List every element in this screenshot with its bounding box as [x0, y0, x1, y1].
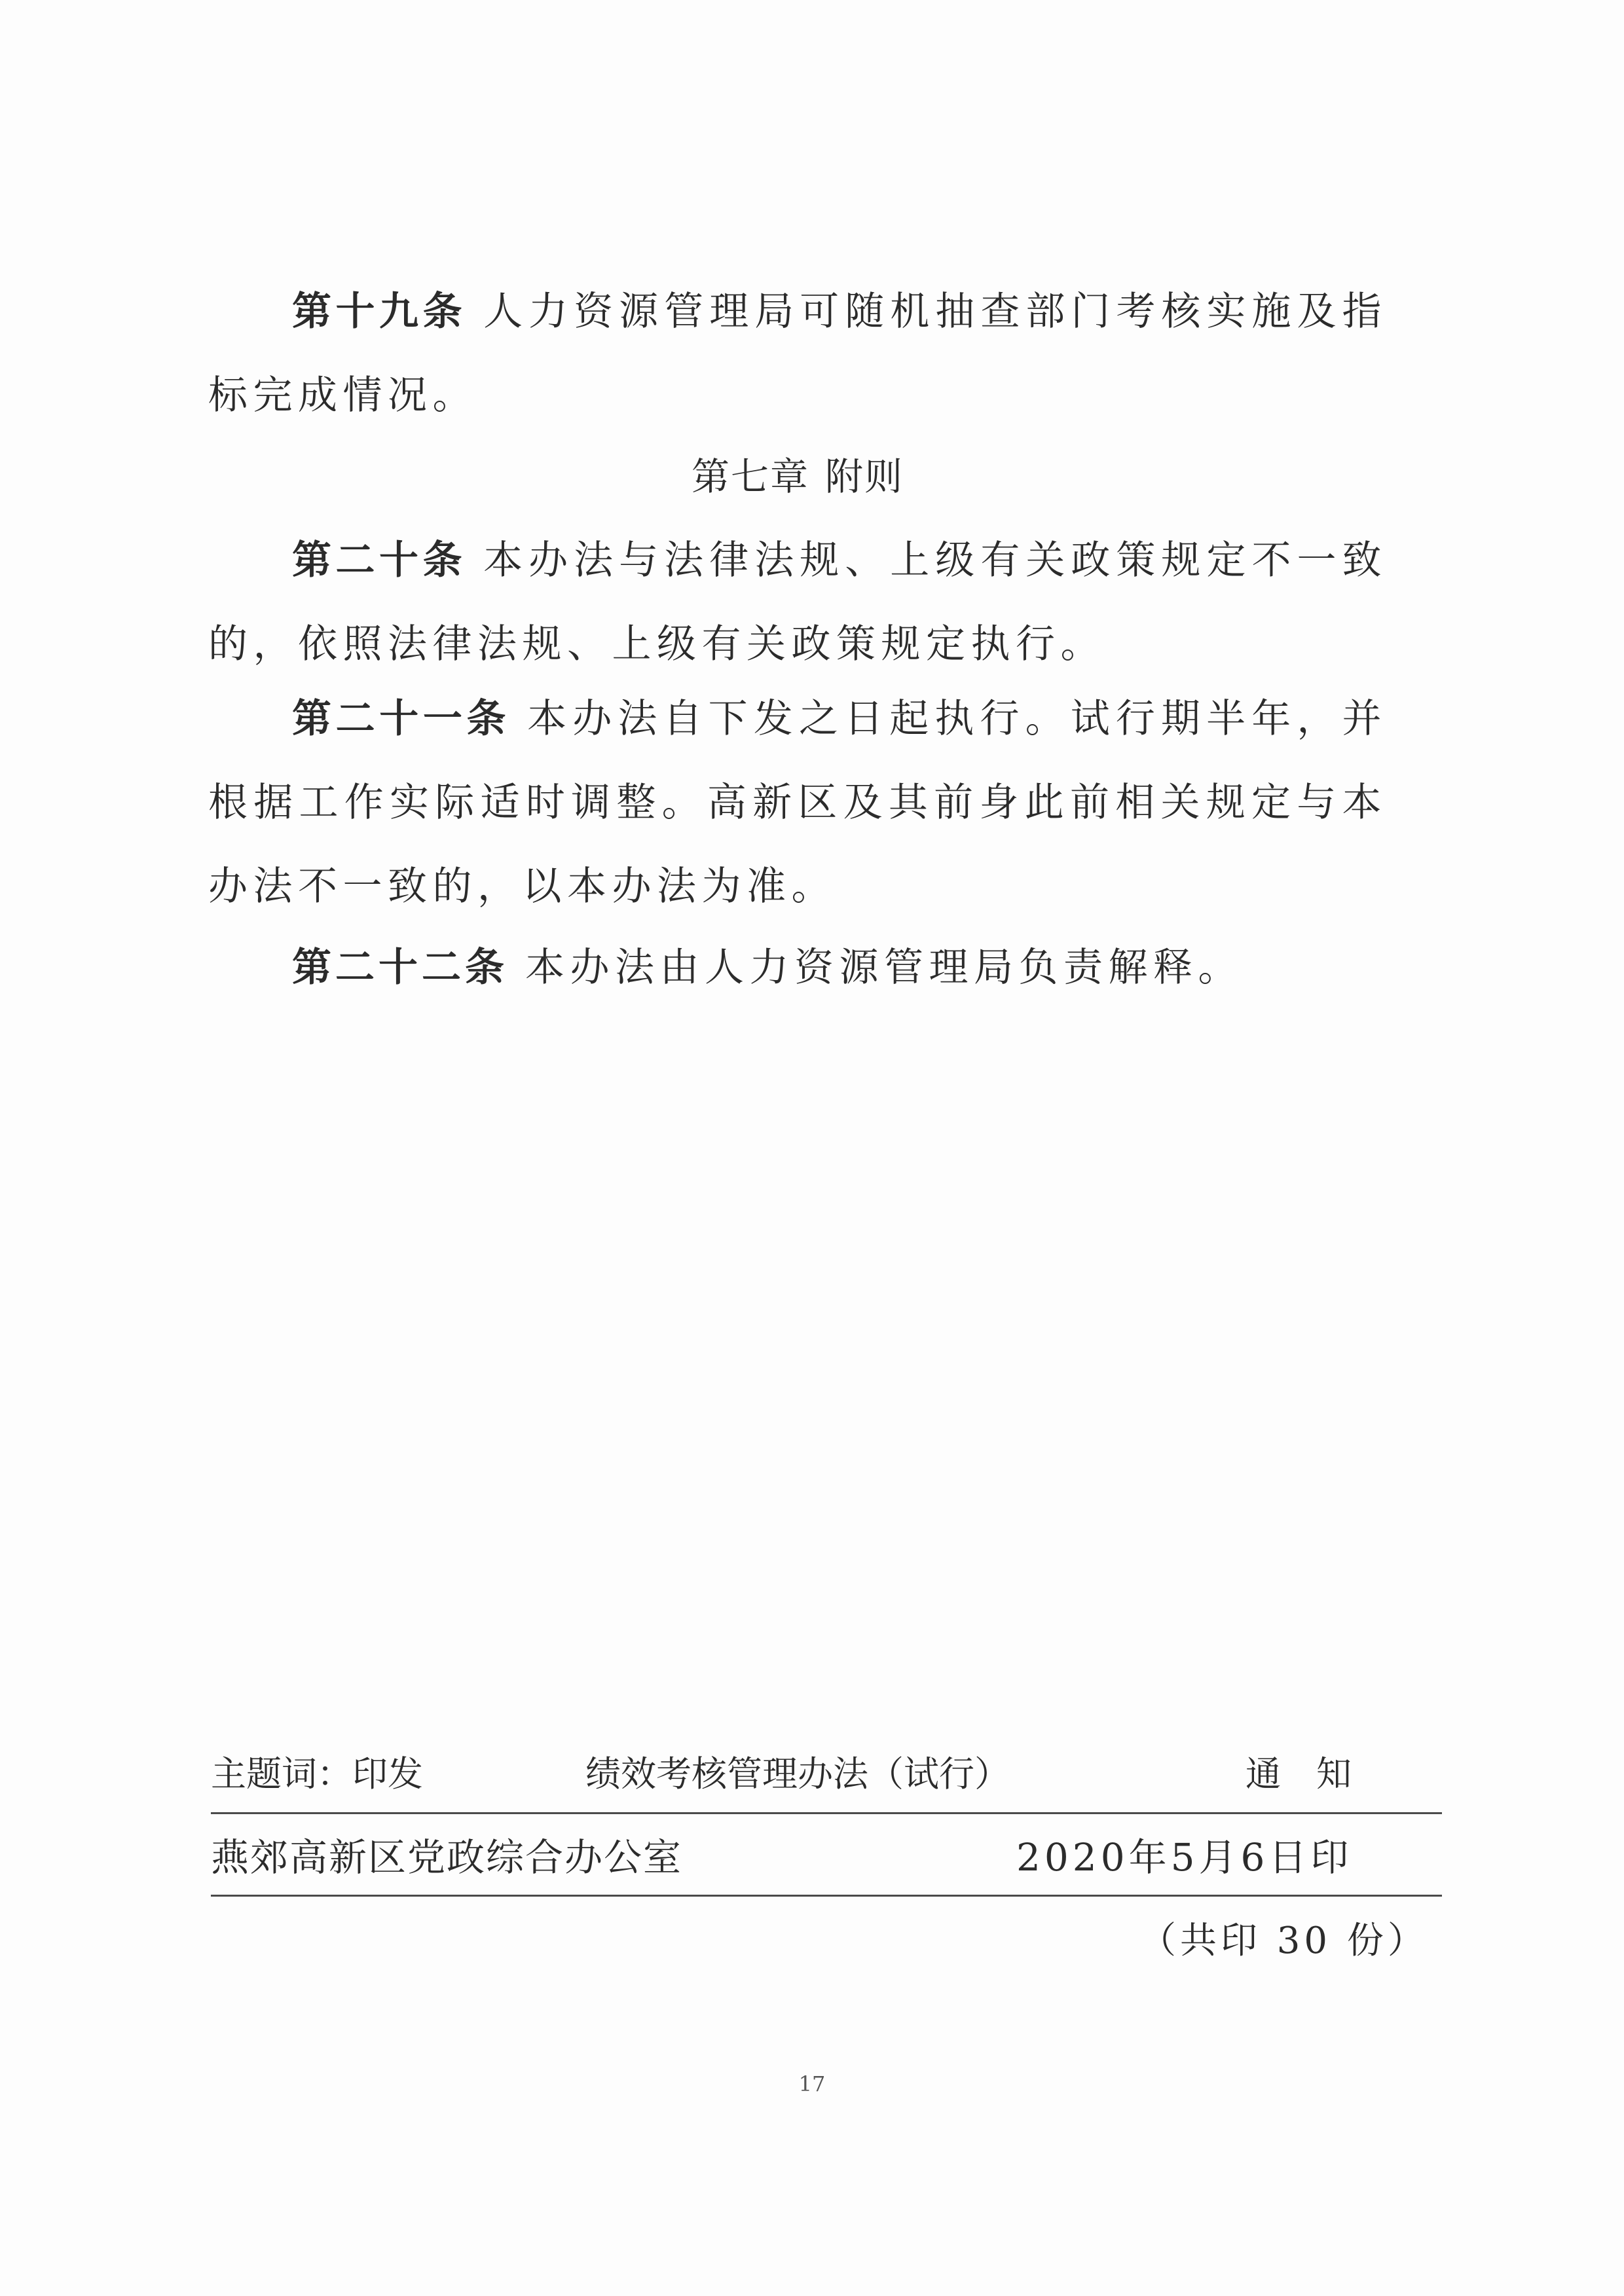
footer-rule-bottom: [211, 1895, 1442, 1897]
article-21-text: 本办法自下发之日起执行。试行期半年，并根据工作实际适时调整。高新区及其前身此前相关规定与本办法不一致的，以本办法为准。: [208, 696, 1388, 909]
footer-rule-top: [211, 1812, 1442, 1814]
article-19-number: 第十九条: [292, 289, 467, 335]
article-22-text: 本办法由人力资源管理局负责解释。: [525, 945, 1243, 991]
article-20-text: 本办法与法律法规、上级有关政策规定不一致的，依照法律法规、上级有关政策规定执行。: [208, 538, 1388, 667]
chapter-number: 第七章: [691, 454, 809, 499]
article-22-number: 第二十二条: [292, 945, 508, 991]
issuer-name: 燕郊高新区党政综合办公室: [211, 1835, 683, 1880]
article-21: [208, 677, 1387, 928]
issuer-row: [211, 1821, 1442, 1893]
subject-title: 绩效考核管理办法（试行）: [585, 1753, 1010, 1795]
print-copies: （共印 30 份）: [1139, 1920, 1428, 1962]
article-21-number: 第二十一条: [292, 696, 511, 742]
print-date: 2020年5月6日印: [1016, 1835, 1353, 1880]
article-19-text: 人力资源管理局可随机抽查部门考核实施及指标完成情况。: [208, 289, 1388, 418]
subject-label: 主题词：印发: [211, 1753, 423, 1795]
page-number: 17: [798, 2071, 826, 2096]
article-22: [208, 926, 1387, 1010]
chapter-title: 附则: [825, 454, 904, 499]
article-20-number: 第二十条: [292, 538, 467, 583]
article-19: [208, 270, 1387, 437]
subject-notice: 通 知: [1246, 1753, 1352, 1795]
article-20: [208, 519, 1387, 686]
chapter-heading: [208, 435, 1387, 519]
subject-keywords-row: [211, 1741, 1442, 1807]
